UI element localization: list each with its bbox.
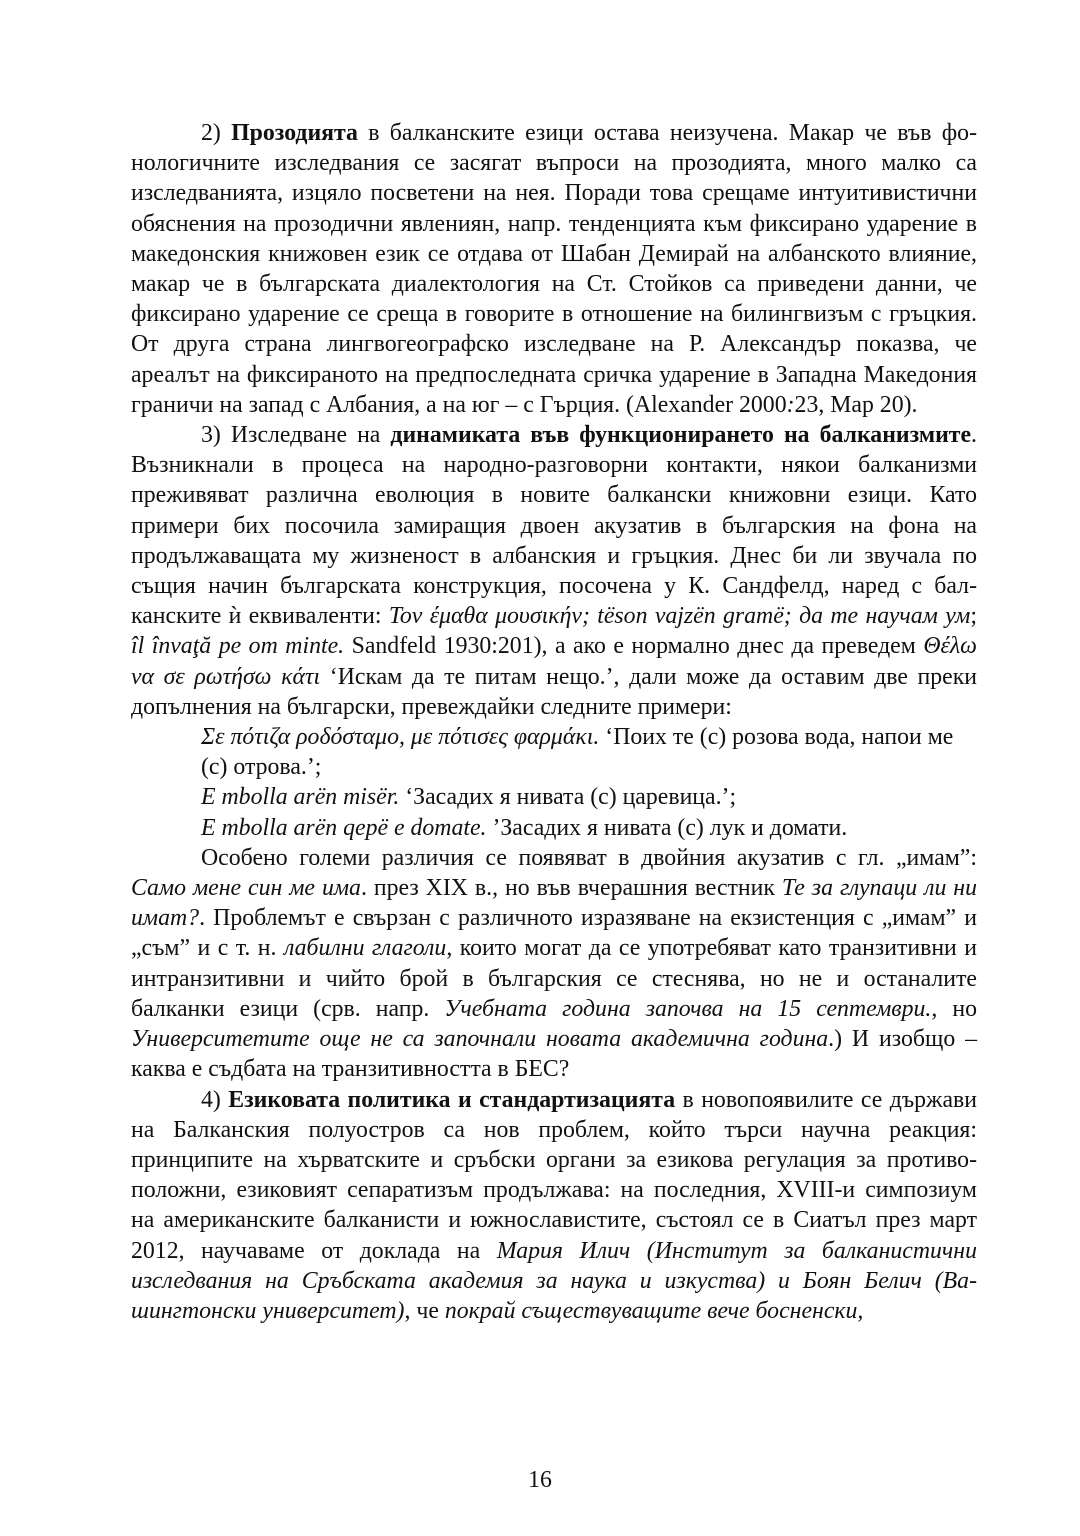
text-segment: Особено големи различия се появяват в двойния акузатив с гл. „имам”: [201, 844, 977, 871]
text-segment: ’Засадих я нивата (с) лук и домати. [486, 814, 848, 841]
text-segment: . Проблемът е свързан с различното изразяване на екзистенция с „имам” и „съм” и с т. н. [131, 905, 977, 962]
body-text [131, 118, 977, 1326]
paragraph [131, 420, 977, 722]
text-segment: в новопоявилите се държави на Балканския полуостров са нов проблем, който търси научна реакция: принципите на хърватските и сръбски органи за езикова регулация за противоположни, езиковият сепаратизъм продължава: на последния, XVIII-и симпозиум на американските балканисти и южнославистите, състоял се в Сиатъл през март 2012, научаваме от доклада на [131, 1086, 977, 1264]
text-segment: 2) [201, 120, 232, 146]
italic-text: Σε πότιζα ροδόσταμο, με πότισες φαρμάκι. [201, 724, 600, 751]
bold-term: Прозодията [231, 120, 358, 146]
italic-text: Θέλω να σε ρωτήσω κάτι [131, 633, 977, 690]
italic-text: Само мене син ме има [131, 875, 361, 902]
text-segment: , които могат да се употребяват като транзитивни и интранзитивни и чийто брой в българския се стеснява, но не и останалите балканки езици (срв. напр. [131, 935, 977, 1022]
italic-text: îl învaţă pe от minte. [131, 633, 345, 660]
example-sentence [131, 813, 977, 843]
text-segment: .) И изобщо – каква е съдбата на транзитивността в БЕС? [131, 1026, 977, 1083]
text-segment: . през XIX в., но във вчерашния вестник [360, 875, 782, 902]
italic-text: лабилни глаголи [283, 935, 447, 962]
example-sentence [131, 722, 977, 782]
example-sentence [131, 782, 977, 812]
italic-text: Учебната година започва на 15 септември. [444, 995, 932, 1022]
text-segment: ‘Поих те (с) розова вода, напои ме (с) отрова.’; [201, 724, 954, 781]
italic-text: : [786, 391, 795, 418]
text-segment: 4) [201, 1086, 229, 1113]
italic-text: Мария Илич (Институт за балканистични изследвания на Сръбската академия за наука и изкуства) и Боян Белич (Вашингтонски университет) [131, 1237, 977, 1324]
paragraph [131, 1085, 977, 1327]
text-segment: . Възникнали в процеса на народно-разговорни контакти, някои балканизми преживяват различна еволюция в новите балкански книжовни езици. Като примери бих посочила замиращия двоен акузатив в българския на фона на продължаващата му жизненост в албанския и гръцкия. Днес би ли звучала по същия начин българската конструкция, посочена у К. Сандфелд, наред с балканските ѝ еквиваленти: [131, 422, 977, 630]
bold-term: Езиковата политика и стандартизацията [228, 1086, 676, 1113]
text-segment: , но [931, 995, 977, 1022]
italic-text: E mbolla arën misër. [201, 784, 400, 811]
page-number: 16 [528, 1467, 552, 1493]
italic-text: Τον έμαθα μουσικήν; tëson vajzën gramë; да те научам ум [388, 603, 971, 630]
text-segment: 3) Изследване на [201, 422, 391, 449]
italic-text: E mbolla arën qepë e domate. [201, 814, 487, 841]
text-segment: ; [970, 603, 977, 630]
text-segment: 23, Map 20). [794, 391, 918, 418]
italic-text: покрай съществуващите вече босненски, [444, 1297, 864, 1324]
text-segment: , че [404, 1297, 445, 1324]
paragraph [131, 843, 977, 1085]
text-segment: ‘Искам да те питам нещо.’, дали може да оставим две преки допълнения на български, превеждайки следните примери: [131, 663, 978, 720]
text-segment: ‘Засадих я нивата (с) царевица.’; [399, 784, 737, 811]
paragraph [131, 118, 977, 420]
italic-text: Те за глупаци ли ни имат? [131, 875, 978, 932]
italic-text: Университетите още не са започнали новата академична година [131, 1026, 829, 1053]
text-segment: в балканските езици остава неизучена. Макар че във фонологичните изследвания се засягат въпроси на прозодията, много малко са изследванията, изцяло посветени на нея. Поради това срещаме интуитивистични обяснения на прозодични явлениян, напр. тенденцията към фиксирано ударение в македонския книжовен език се отдава от Шабан Демирай на албанското влияние, макар че в българската диалектология на Ст. Стойков са приведени данни, че фиксирано ударение се среща в говорите в отношение на билингвизъм с гръцкия. От друга страна лингвогеографско изследване на Р. Александър показва, че ареалът на фиксираното на предпоследната сричка ударение в Западна Македония граничи на запад с Албания, а на юг – с Гърция. (Alexander 2000 [131, 120, 978, 418]
text-segment: Sandfeld 1930:201), а ако е нормално днес да преведем [344, 633, 924, 660]
bold-term: динамиката във функционирането на балканизмите [390, 422, 972, 449]
